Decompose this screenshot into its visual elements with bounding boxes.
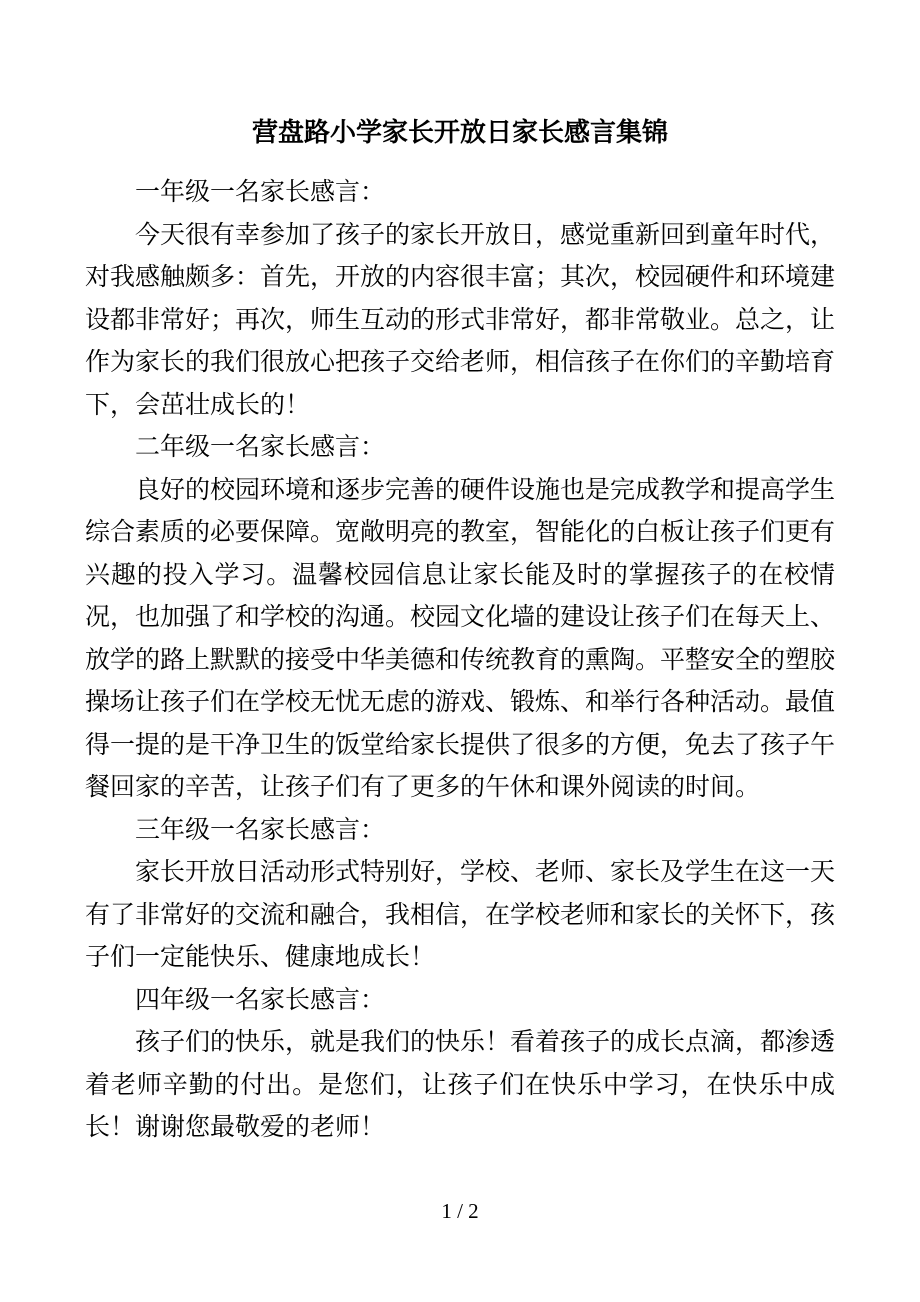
section-grade2-paragraph: 良好的校园环境和逐步完善的硬件设施也是完成教学和提高学生综合素质的必要保障。宽敞明亮的教室，智能化的白板让孩子们更有兴趣的投入学习。温馨校园信息让家长能及时的掌握孩子的在校情况，也加强了和学校的沟通。校园文化墙的建设让孩子们在每天上、放学的路上默默的接受中华美德和传统教育的熏陶。平整安全的塑胶操场让孩子们在学校无忧无虑的游戏、锻炼、和举行各种活动。最值得一提的是干净卫生的饭堂给家长提供了很多的方便，免去了孩子午餐回家的辛苦，让孩子们有了更多的午休和课外阅读的时间。 bbox=[85, 476, 836, 801]
section-grade1-heading: 一年级一名家长感言： bbox=[135, 179, 386, 206]
section-grade3-paragraph: 家长开放日活动形式特别好，学校、老师、家长及学生在这一天有了非常好的交流和融合，我相信，在学校老师和家长的关怀下，孩子们一定能快乐、健康地成长！ bbox=[85, 859, 836, 971]
section-grade2-heading: 二年级一名家长感言： bbox=[135, 434, 386, 461]
document-body bbox=[85, 172, 835, 1150]
page-number-indicator: 1 / 2 bbox=[441, 1199, 479, 1223]
section-grade4-paragraph: 孩子们的快乐，就是我们的快乐！看着孩子的成长点滴，都渗透着老师辛勤的付出。是您们，让孩子们在快乐中学习，在快乐中成长！谢谢您最敬爱的老师！ bbox=[85, 1029, 836, 1141]
document-title: 营盘路小学家长开放日家长感言集锦 bbox=[251, 118, 668, 147]
section-grade4-heading: 四年级一名家长感言： bbox=[135, 986, 386, 1014]
section-grade1-paragraph: 今天很有幸参加了孩子的家长开放日，感觉重新回到童年时代，对我感触颇多：首先，开放的内容很丰富；其次，校园硬件和环境建设都非常好；再次，师生互动的形式非常好，都非常敬业。总之，让作为家长的我们很放心把孩子交给老师，相信孩子在你们的辛勤培育下，会茁壮成长的！ bbox=[85, 221, 836, 419]
section-grade3-heading: 三年级一名家长感言： bbox=[135, 816, 386, 844]
page-footer bbox=[0, 1198, 920, 1224]
